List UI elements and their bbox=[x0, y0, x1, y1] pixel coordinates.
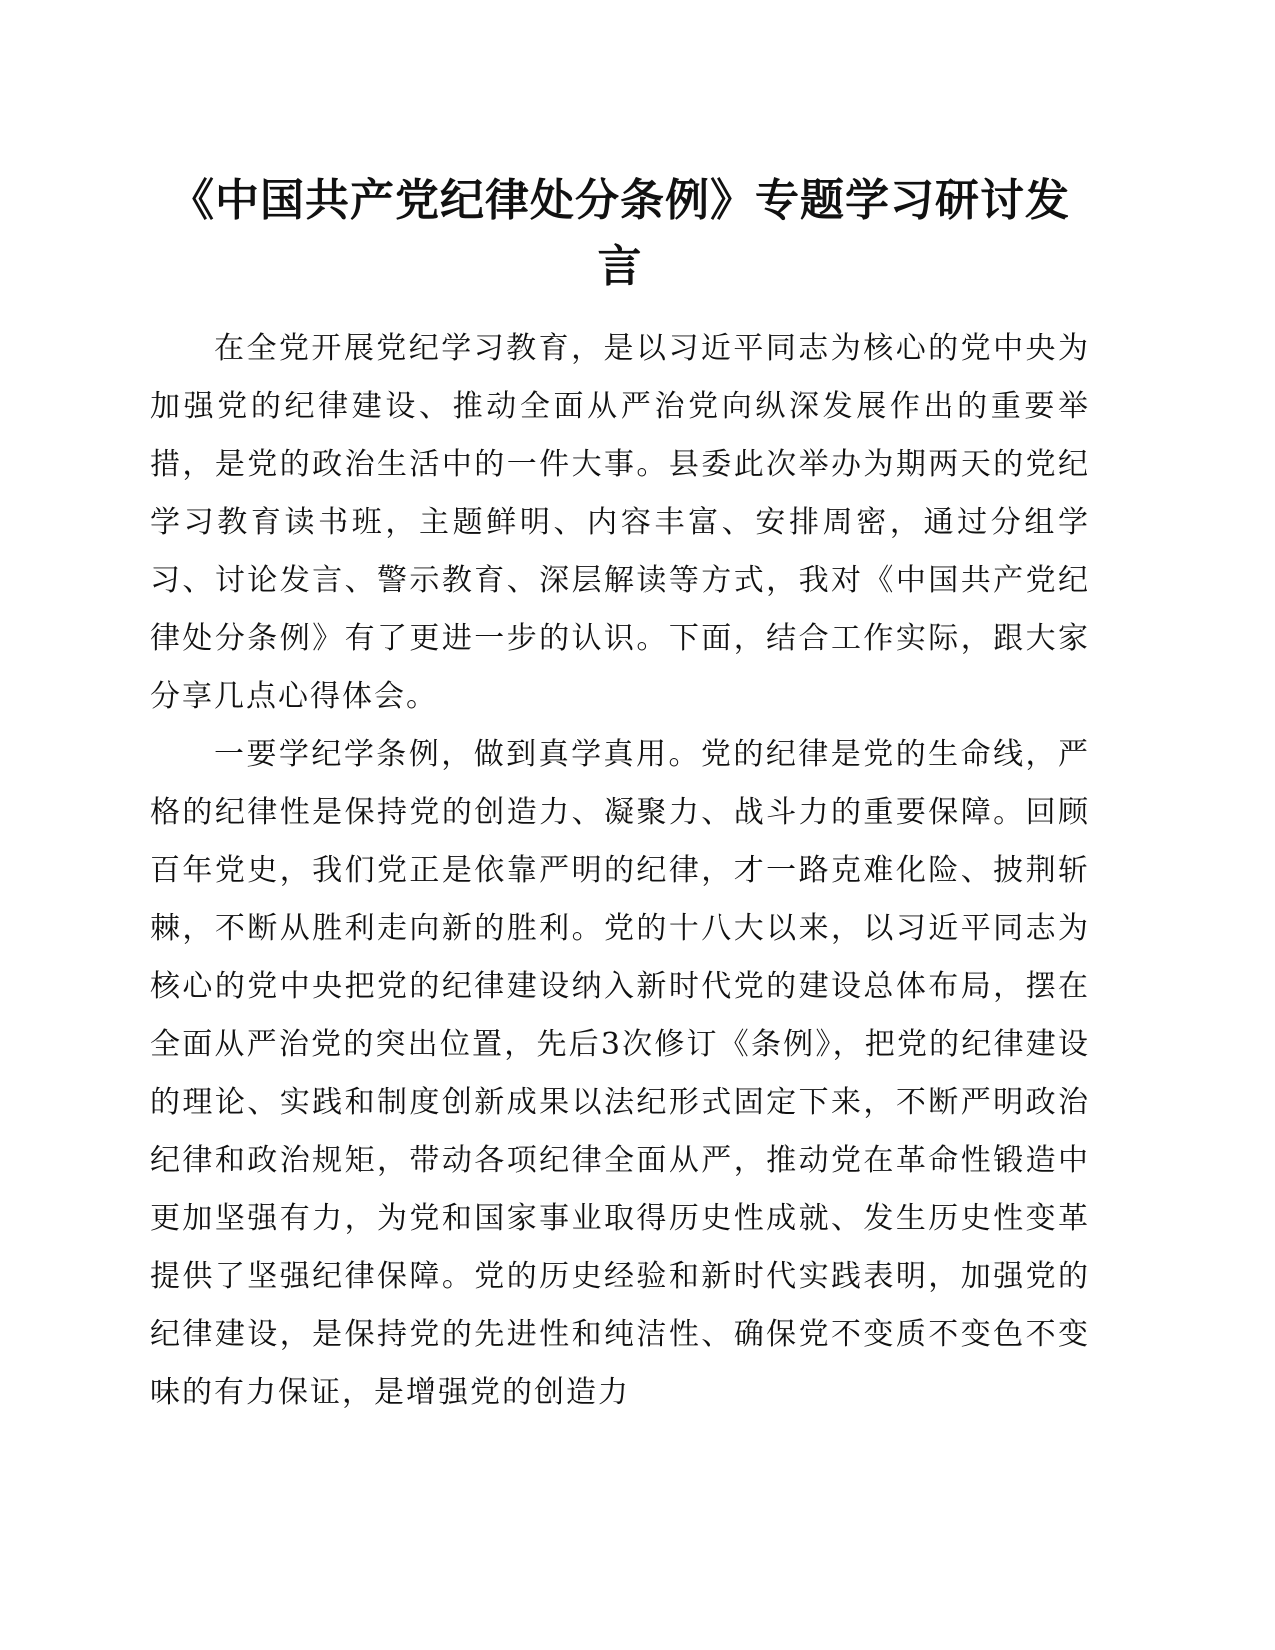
document-title: 《中国共产党纪律处分条例》专题学习研讨发言 bbox=[170, 175, 1070, 292]
paragraph-intro: 在全党开展党纪学习教育，是以习近平同志为核心的党中央为加强党的纪律建设、推动全面从严治党向纵深发展作出的重要举措，是党的政治生活中的一件大事。县委此次举办为期两天的党纪学习教育读书班，主题鲜明、内容丰富、安排周密，通过分组学习、讨论发言、警示教育、深层解读等方式，我对《中国共产党纪律处分条例》有了更进一步的认识。下面，结合工作实际，跟大家分享几点心得体会。 bbox=[150, 331, 1090, 714]
paragraph-point-one: 一要学纪学条例，做到真学真用。党的纪律是党的生命线，严格的纪律性是保持党的创造力、凝聚力、战斗力的重要保障。回顾百年党史，我们党正是依靠严明的纪律，才一路克难化险、披荆斩棘，不断从胜利走向新的胜利。党的十八大以来，以习近平同志为核心的党中央把党的纪律建设纳入新时代党的建设总体布局，摆在全面从严治党的突出位置，先后3次修订《条例》，把党的纪律建设的理论、实践和制度创新成果以法纪形式固定下来，不断严明政治纪律和政治规矩，带动各项纪律全面从严，推动党在革命性锻造中更加坚强有力，为党和国家事业取得历史性成就、发生历史性变革提供了坚强纪律保障。党的历史经验和新时代实践表明，加强党的纪律建设，是保持党的先进性和纯洁性、确保党不变质不变色不变味的有力保证，是增强党的创造力 bbox=[150, 737, 1090, 1410]
document-body bbox=[150, 320, 1090, 1422]
